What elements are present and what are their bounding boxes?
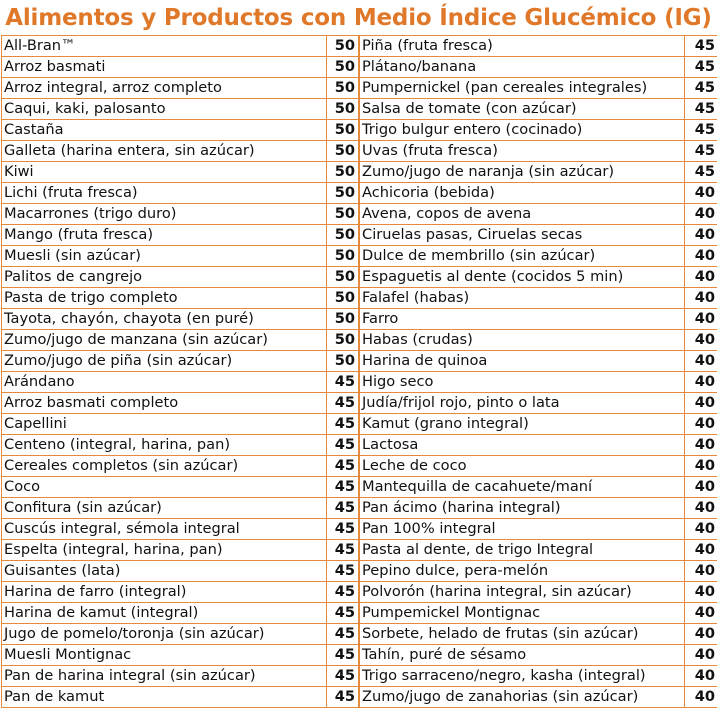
glycemic-index-cell: 45: [327, 477, 359, 498]
table-row: [2, 330, 359, 351]
table-row: [360, 645, 717, 666]
table-row: [2, 435, 359, 456]
glycemic-index-cell: 45: [327, 666, 359, 687]
table-row: [360, 351, 717, 372]
glycemic-index-cell: 40: [685, 246, 717, 267]
table-row: [360, 267, 717, 288]
glycemic-index-cell: 40: [685, 624, 717, 645]
food-name-cell: Pan de kamut: [2, 687, 327, 708]
glycemic-index-cell: 50: [327, 36, 359, 57]
food-name-cell: Jugo de pomelo/toronja (sin azúcar): [2, 624, 327, 645]
table-row: [360, 141, 717, 162]
glycemic-index-cell: 45: [327, 414, 359, 435]
table-row: [360, 309, 717, 330]
food-name-cell: Centeno (integral, harina, pan): [2, 435, 327, 456]
table-row: [2, 498, 359, 519]
glycemic-index-cell: 50: [327, 141, 359, 162]
food-name-cell: Uvas (fruta fresca): [360, 141, 685, 162]
food-name-cell: Coco: [2, 477, 327, 498]
glycemic-index-tables: [1, 35, 716, 707]
food-name-cell: Piña (fruta fresca): [360, 36, 685, 57]
glycemic-index-cell: 50: [327, 162, 359, 183]
table-row: [360, 540, 717, 561]
food-name-cell: Judía/frijol rojo, pinto o lata: [360, 393, 685, 414]
glycemic-index-cell: 45: [327, 435, 359, 456]
table-row: [2, 456, 359, 477]
glycemic-index-cell: 45: [685, 57, 717, 78]
food-name-cell: Harina de farro (integral): [2, 582, 327, 603]
left-table-body: [2, 36, 359, 708]
food-name-cell: Pan 100% integral: [360, 519, 685, 540]
food-name-cell: Tahín, puré de sésamo: [360, 645, 685, 666]
glycemic-index-cell: 45: [685, 36, 717, 57]
food-name-cell: Capellini: [2, 414, 327, 435]
food-name-cell: Castaña: [2, 120, 327, 141]
glycemic-index-cell: 50: [327, 120, 359, 141]
food-name-cell: Harina de quinoa: [360, 351, 685, 372]
food-name-cell: Leche de coco: [360, 456, 685, 477]
food-name-cell: Higo seco: [360, 372, 685, 393]
table-row: [360, 666, 717, 687]
table-row: [2, 183, 359, 204]
food-name-cell: Kiwi: [2, 162, 327, 183]
food-name-cell: Pasta de trigo completo: [2, 288, 327, 309]
food-name-cell: Falafel (habas): [360, 288, 685, 309]
left-food-table: [1, 35, 359, 708]
glycemic-index-cell: 45: [327, 519, 359, 540]
glycemic-index-cell: 40: [685, 435, 717, 456]
table-row: [360, 372, 717, 393]
table-row: [2, 267, 359, 288]
food-name-cell: Arroz integral, arroz completo: [2, 78, 327, 99]
table-row: [2, 687, 359, 708]
food-name-cell: Plátano/banana: [360, 57, 685, 78]
glycemic-index-cell: 40: [685, 183, 717, 204]
food-name-cell: Lactosa: [360, 435, 685, 456]
glycemic-index-cell: 45: [685, 120, 717, 141]
table-row: [2, 120, 359, 141]
glycemic-index-cell: 50: [327, 99, 359, 120]
food-name-cell: Espaguetis al dente (cocidos 5 min): [360, 267, 685, 288]
table-row: [360, 204, 717, 225]
food-name-cell: Salsa de tomate (con azúcar): [360, 99, 685, 120]
table-row: [2, 99, 359, 120]
table-row: [2, 414, 359, 435]
glycemic-index-cell: 45: [685, 141, 717, 162]
table-row: [2, 36, 359, 57]
table-row: [360, 36, 717, 57]
table-row: [360, 435, 717, 456]
glycemic-index-cell: 45: [327, 582, 359, 603]
food-name-cell: Mantequilla de cacahuete/maní: [360, 477, 685, 498]
food-name-cell: Palitos de cangrejo: [2, 267, 327, 288]
glycemic-index-cell: 50: [327, 309, 359, 330]
table-row: [360, 687, 717, 708]
glycemic-index-cell: 40: [685, 351, 717, 372]
table-row: [360, 498, 717, 519]
food-name-cell: Galleta (harina entera, sin azúcar): [2, 141, 327, 162]
glycemic-index-cell: 40: [685, 393, 717, 414]
glycemic-index-cell: 45: [327, 624, 359, 645]
glycemic-index-cell: 50: [327, 183, 359, 204]
glycemic-index-cell: 45: [327, 603, 359, 624]
glycemic-index-cell: 40: [685, 267, 717, 288]
table-row: [360, 477, 717, 498]
food-name-cell: Harina de kamut (integral): [2, 603, 327, 624]
glycemic-index-cell: 40: [685, 309, 717, 330]
table-row: [360, 57, 717, 78]
table-row: [360, 393, 717, 414]
table-row: [360, 288, 717, 309]
table-row: [360, 330, 717, 351]
food-name-cell: Lichi (fruta fresca): [2, 183, 327, 204]
food-name-cell: Macarrones (trigo duro): [2, 204, 327, 225]
food-name-cell: Pan ácimo (harina integral): [360, 498, 685, 519]
food-name-cell: Zumo/jugo de manzana (sin azúcar): [2, 330, 327, 351]
food-name-cell: Achicoria (bebida): [360, 183, 685, 204]
glycemic-index-cell: 40: [685, 645, 717, 666]
glycemic-index-cell: 45: [327, 645, 359, 666]
glycemic-index-cell: 50: [327, 267, 359, 288]
glycemic-index-cell: 40: [685, 540, 717, 561]
food-name-cell: Ciruelas pasas, Ciruelas secas: [360, 225, 685, 246]
food-name-cell: Pumpemickel Montignac: [360, 603, 685, 624]
glycemic-index-cell: 40: [685, 225, 717, 246]
table-row: [360, 99, 717, 120]
table-row: [2, 561, 359, 582]
food-name-cell: Sorbete, helado de frutas (sin azúcar): [360, 624, 685, 645]
food-name-cell: Zumo/jugo de naranja (sin azúcar): [360, 162, 685, 183]
glycemic-index-cell: 45: [327, 393, 359, 414]
food-name-cell: Espelta (integral, harina, pan): [2, 540, 327, 561]
glycemic-index-cell: 45: [327, 540, 359, 561]
food-name-cell: Mango (fruta fresca): [2, 225, 327, 246]
glycemic-index-cell: 40: [685, 477, 717, 498]
table-row: [360, 561, 717, 582]
table-row: [360, 162, 717, 183]
food-name-cell: Trigo bulgur entero (cocinado): [360, 120, 685, 141]
table-row: [2, 309, 359, 330]
table-row: [2, 477, 359, 498]
glycemic-index-cell: 40: [685, 519, 717, 540]
table-row: [360, 414, 717, 435]
glycemic-index-cell: 40: [685, 666, 717, 687]
food-name-cell: Arándano: [2, 372, 327, 393]
glycemic-index-cell: 45: [685, 162, 717, 183]
glycemic-index-cell: 40: [685, 288, 717, 309]
food-name-cell: Confitura (sin azúcar): [2, 498, 327, 519]
table-row: [2, 204, 359, 225]
table-row: [2, 603, 359, 624]
food-name-cell: Arroz basmati: [2, 57, 327, 78]
glycemic-index-cell: 45: [327, 498, 359, 519]
table-row: [360, 183, 717, 204]
food-name-cell: Trigo sarraceno/negro, kasha (integral): [360, 666, 685, 687]
glycemic-index-cell: 45: [685, 99, 717, 120]
table-row: [2, 78, 359, 99]
glycemic-index-cell: 45: [685, 78, 717, 99]
table-row: [2, 645, 359, 666]
table-row: [2, 162, 359, 183]
glycemic-index-cell: 45: [327, 561, 359, 582]
glycemic-index-cell: 40: [685, 603, 717, 624]
food-name-cell: Kamut (grano integral): [360, 414, 685, 435]
page-title: Alimentos y Productos con Medio Índice Glucémico (IG): [5, 5, 712, 31]
table-row: [360, 624, 717, 645]
glycemic-index-cell: 50: [327, 246, 359, 267]
food-name-cell: Avena, copos de avena: [360, 204, 685, 225]
table-row: [360, 120, 717, 141]
food-name-cell: Muesli (sin azúcar): [2, 246, 327, 267]
glycemic-index-cell: 50: [327, 288, 359, 309]
food-name-cell: Zumo/jugo de piña (sin azúcar): [2, 351, 327, 372]
glycemic-index-cell: 50: [327, 57, 359, 78]
food-name-cell: Zumo/jugo de zanahorias (sin azúcar): [360, 687, 685, 708]
food-name-cell: All-Bran™: [2, 36, 327, 57]
food-name-cell: Habas (crudas): [360, 330, 685, 351]
glycemic-index-cell: 50: [327, 78, 359, 99]
table-row: [2, 582, 359, 603]
glycemic-index-cell: 45: [327, 687, 359, 708]
food-name-cell: Arroz basmati completo: [2, 393, 327, 414]
glycemic-index-cell: 40: [685, 498, 717, 519]
table-row: [2, 372, 359, 393]
table-row: [360, 603, 717, 624]
table-row: [360, 582, 717, 603]
table-row: [2, 624, 359, 645]
glycemic-index-cell: 50: [327, 351, 359, 372]
glycemic-index-cell: 40: [685, 414, 717, 435]
glycemic-index-cell: 40: [685, 204, 717, 225]
glycemic-index-cell: 50: [327, 225, 359, 246]
glycemic-index-cell: 45: [327, 372, 359, 393]
glycemic-index-cell: 40: [685, 561, 717, 582]
food-name-cell: Pan de harina integral (sin azúcar): [2, 666, 327, 687]
food-name-cell: Pumpernickel (pan cereales integrales): [360, 78, 685, 99]
glycemic-index-cell: 40: [685, 330, 717, 351]
table-row: [2, 540, 359, 561]
food-name-cell: Caqui, kaki, palosanto: [2, 99, 327, 120]
food-name-cell: Pepino dulce, pera-melón: [360, 561, 685, 582]
right-table-body: [360, 36, 717, 708]
table-row: [360, 456, 717, 477]
food-name-cell: Cuscús integral, sémola integral: [2, 519, 327, 540]
table-row: [2, 666, 359, 687]
glycemic-index-cell: 50: [327, 204, 359, 225]
food-name-cell: Muesli Montignac: [2, 645, 327, 666]
table-row: [360, 78, 717, 99]
glycemic-index-cell: 50: [327, 330, 359, 351]
table-row: [360, 519, 717, 540]
food-name-cell: Farro: [360, 309, 685, 330]
table-row: [2, 246, 359, 267]
table-row: [2, 519, 359, 540]
table-row: [360, 246, 717, 267]
food-name-cell: Tayota, chayón, chayota (en puré): [2, 309, 327, 330]
glycemic-index-cell: 40: [685, 687, 717, 708]
table-row: [2, 351, 359, 372]
right-food-table: [359, 35, 717, 708]
glycemic-index-cell: 40: [685, 582, 717, 603]
food-name-cell: Cereales completos (sin azúcar): [2, 456, 327, 477]
table-row: [2, 225, 359, 246]
table-row: [360, 225, 717, 246]
food-name-cell: Polvorón (harina integral, sin azúcar): [360, 582, 685, 603]
table-row: [2, 57, 359, 78]
table-row: [2, 141, 359, 162]
glycemic-index-cell: 40: [685, 456, 717, 477]
food-name-cell: Guisantes (lata): [2, 561, 327, 582]
table-row: [2, 288, 359, 309]
food-name-cell: Pasta al dente, de trigo Integral: [360, 540, 685, 561]
glycemic-index-cell: 40: [685, 372, 717, 393]
table-row: [2, 393, 359, 414]
glycemic-index-cell: 45: [327, 456, 359, 477]
food-name-cell: Dulce de membrillo (sin azúcar): [360, 246, 685, 267]
